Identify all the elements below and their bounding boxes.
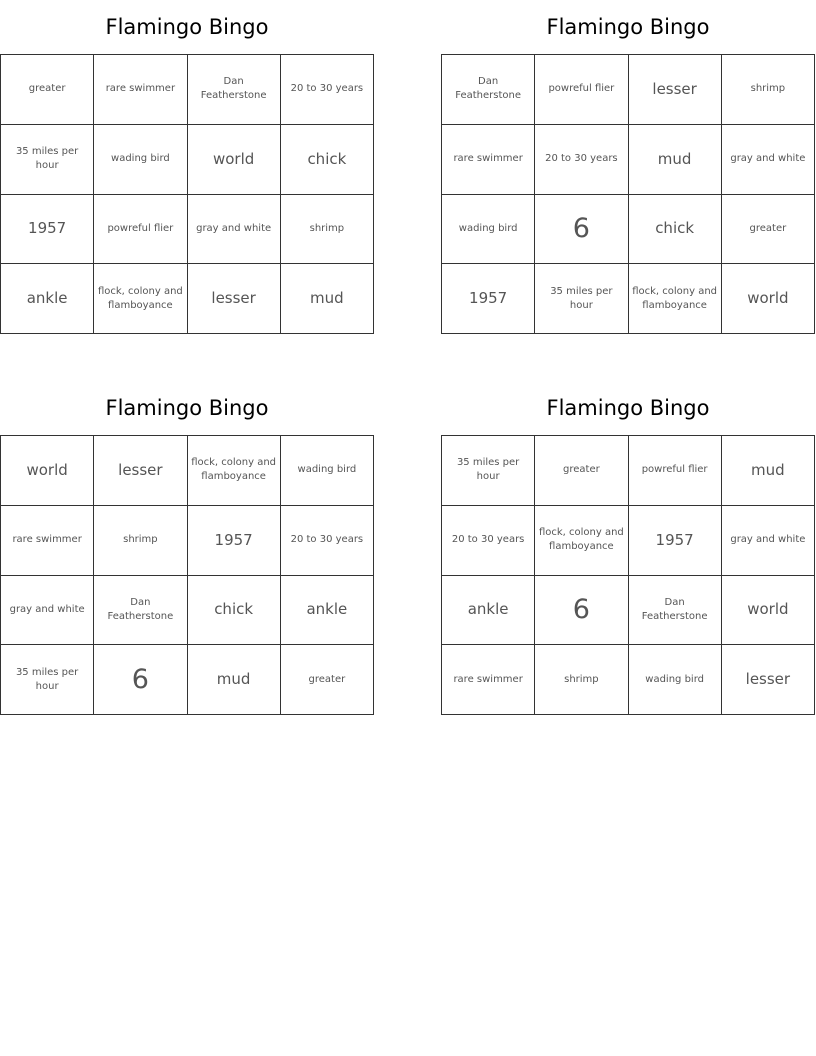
bingo-cell: greater xyxy=(281,645,374,715)
bingo-cell: powreful flier xyxy=(94,195,187,265)
bingo-cell: wading bird xyxy=(442,195,535,265)
bingo-cell: 1957 xyxy=(442,264,535,334)
bingo-cell: world xyxy=(188,125,281,195)
bingo-cell: 20 to 30 years xyxy=(535,125,628,195)
card-title: Flamingo Bingo xyxy=(105,396,269,420)
bingo-cell: shrimp xyxy=(94,506,187,576)
bingo-cell: mud xyxy=(629,125,722,195)
bingo-grid xyxy=(441,435,815,715)
bingo-cell: mud xyxy=(188,645,281,715)
bingo-cell: powreful flier xyxy=(535,55,628,125)
bingo-cell: 6 xyxy=(94,645,187,715)
bingo-cell: gray and white xyxy=(722,125,815,195)
bingo-cell: Dan Featherstone xyxy=(188,55,281,125)
bingo-grid xyxy=(441,54,815,334)
bingo-cell: powreful flier xyxy=(629,436,722,506)
bingo-cell: ankle xyxy=(1,264,94,334)
bingo-cell: wading bird xyxy=(629,645,722,715)
bingo-cell: 35 miles per hour xyxy=(1,645,94,715)
bingo-cell: Dan Featherstone xyxy=(629,576,722,646)
bingo-cell: rare swimmer xyxy=(1,506,94,576)
bingo-grid xyxy=(0,435,374,715)
bingo-cell: wading bird xyxy=(94,125,187,195)
bingo-cell: 35 miles per hour xyxy=(535,264,628,334)
bingo-cell: flock, colony and flamboyance xyxy=(535,506,628,576)
bingo-cell: shrimp xyxy=(281,195,374,265)
bingo-cell: 1957 xyxy=(188,506,281,576)
bingo-cell: 20 to 30 years xyxy=(281,55,374,125)
bingo-cell: 20 to 30 years xyxy=(281,506,374,576)
bingo-cell: chick xyxy=(629,195,722,265)
bingo-cell: mud xyxy=(722,436,815,506)
bingo-cell: greater xyxy=(535,436,628,506)
bingo-cell: Dan Featherstone xyxy=(442,55,535,125)
bingo-cell: Dan Featherstone xyxy=(94,576,187,646)
bingo-cell: chick xyxy=(188,576,281,646)
bingo-cell: 6 xyxy=(535,576,628,646)
bingo-cell: gray and white xyxy=(188,195,281,265)
bingo-cell: world xyxy=(1,436,94,506)
bingo-cell: shrimp xyxy=(722,55,815,125)
bingo-cell: lesser xyxy=(188,264,281,334)
bingo-cell: 1957 xyxy=(1,195,94,265)
card-title: Flamingo Bingo xyxy=(546,15,710,39)
bingo-cell: 35 miles per hour xyxy=(442,436,535,506)
bingo-cell: lesser xyxy=(94,436,187,506)
card-title: Flamingo Bingo xyxy=(105,15,269,39)
bingo-cell: flock, colony and flamboyance xyxy=(94,264,187,334)
bingo-cell: world xyxy=(722,576,815,646)
bingo-cell: greater xyxy=(1,55,94,125)
bingo-cell: greater xyxy=(722,195,815,265)
bingo-cell: ankle xyxy=(281,576,374,646)
bingo-cell: gray and white xyxy=(722,506,815,576)
bingo-cell: 20 to 30 years xyxy=(442,506,535,576)
bingo-grid xyxy=(0,54,374,334)
bingo-cell: world xyxy=(722,264,815,334)
bingo-cell: mud xyxy=(281,264,374,334)
bingo-cell: lesser xyxy=(629,55,722,125)
bingo-cell: rare swimmer xyxy=(94,55,187,125)
bingo-cell: rare swimmer xyxy=(442,645,535,715)
bingo-cell: gray and white xyxy=(1,576,94,646)
bingo-cell: 1957 xyxy=(629,506,722,576)
bingo-cell: chick xyxy=(281,125,374,195)
bingo-cell: flock, colony and flamboyance xyxy=(629,264,722,334)
bingo-cell: rare swimmer xyxy=(442,125,535,195)
card-title: Flamingo Bingo xyxy=(546,396,710,420)
bingo-cell: wading bird xyxy=(281,436,374,506)
bingo-cell: flock, colony and flamboyance xyxy=(188,436,281,506)
bingo-cell: ankle xyxy=(442,576,535,646)
bingo-cell: 6 xyxy=(535,195,628,265)
bingo-cell: 35 miles per hour xyxy=(1,125,94,195)
bingo-cell: shrimp xyxy=(535,645,628,715)
bingo-cell: lesser xyxy=(722,645,815,715)
